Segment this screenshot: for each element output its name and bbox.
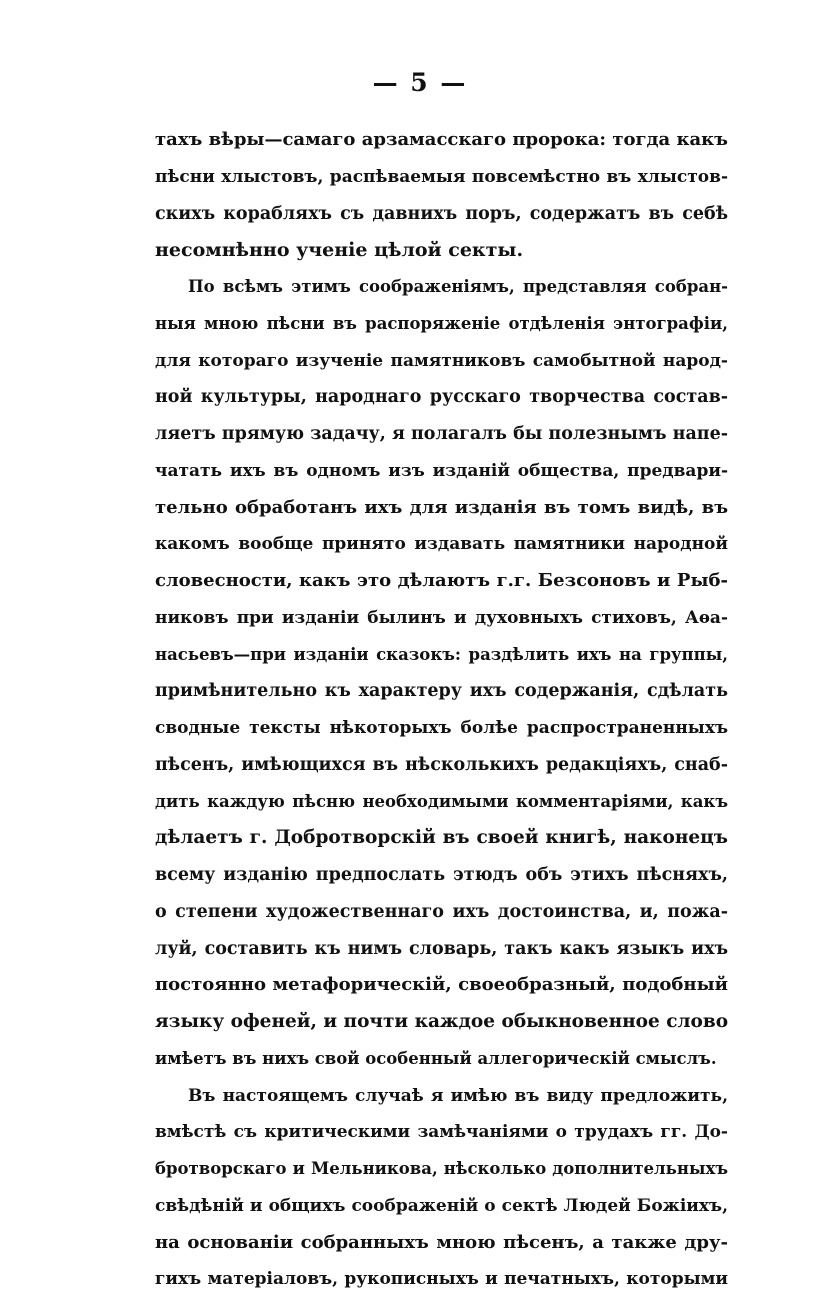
text-line: всему изданію предпослать этюдъ объ этихъ пѣсняхъ, — [155, 865, 728, 885]
text-line: имѣетъ въ нихъ свой особенный аллегорическій смыслъ. — [155, 1048, 717, 1068]
text-line: ляетъ прямую задачу, я полагалъ бы полезнымъ напе- — [155, 424, 728, 444]
text-line: какомъ вообще принято издавать памятники народной — [155, 534, 728, 555]
text-line: тахъ вѣры—самаго арзамасскаго пророка: тогда какъ — [155, 129, 728, 150]
text-line: По всѣмъ этимъ соображеніямъ, представляя собран- — [188, 277, 728, 296]
text-line: луй, составить къ нимъ словарь, такъ какъ языкъ ихъ — [155, 938, 728, 959]
text-line: языку офеней, и почти каждое обыкновенное слово — [155, 1011, 728, 1032]
text-line: на основаніи собранныхъ мною пѣсенъ, а также дру- — [155, 1231, 728, 1253]
text-line: пѣсни хлыстовъ, распѣваемыя повсемѣстно въ хлыстов- — [155, 166, 728, 187]
text-line: скихъ корабляхъ съ давнихъ поръ, содержатъ въ себѣ — [155, 203, 728, 224]
text-line: примѣнительно къ характеру ихъ содержанія, сдѣлать — [155, 681, 728, 702]
text-line: гихъ матеріаловъ, рукописныхъ и печатныхъ, которыми — [155, 1269, 728, 1290]
text-line: дить каждую пѣсню необходимыми комментаріями, какъ — [155, 791, 728, 811]
body-text — [155, 122, 728, 1298]
text-line: никовъ при изданіи былинъ и духовныхъ стиховъ, Аѳа- — [155, 607, 728, 628]
text-line: дѣлаетъ г. Добротворскій въ своей книгѣ, наконецъ — [155, 827, 728, 849]
text-line: вмѣстѣ съ критическими замѣчаніями о трудахъ гг. До- — [155, 1122, 728, 1143]
text-line: ной культуры, народнаго русскаго творчества состав- — [155, 387, 728, 408]
text-line: несомнѣнно ученіе цѣлой секты. — [155, 239, 524, 262]
text-line: пѣсенъ, имѣющихся въ нѣсколькихъ редакціяхъ, снаб- — [155, 754, 728, 775]
text-line: о степени художественнаго ихъ достоинства, и, пожа- — [155, 901, 728, 922]
text-line: постоянно метафорическій, своеобразный, подобный — [155, 974, 728, 996]
text-line: ныя мною пѣсни въ распоряженіе отдѣленія энтографіи, — [155, 313, 728, 333]
text-line: свѣдѣній и общихъ соображеній о сектѣ Людей Божіихъ, — [155, 1195, 728, 1216]
page-number: — 5 — — [372, 68, 468, 97]
text-line: тельно обработанъ ихъ для изданія въ томъ видѣ, въ — [155, 496, 728, 518]
text-line: чатать ихъ въ одномъ изъ изданій общества, предвари- — [155, 460, 728, 481]
text-line: Въ настоящемъ случаѣ я имѣю въ виду предложить, — [188, 1085, 728, 1106]
text-line: для котораго изученіе памятниковъ самобытной народ- — [155, 350, 728, 371]
text-line: словесности, какъ это дѣлаютъ г.г. Безсоновъ и Рыб- — [155, 570, 728, 591]
text-line: насьевъ—при изданіи сказокъ: раздѣлить ихъ на группы, — [155, 644, 728, 664]
text-line: бротворскаго и Мельникова, нѣсколько дополнительныхъ — [155, 1159, 728, 1178]
text-line: сводные тексты нѣкоторыхъ болѣе распространенныхъ — [155, 718, 728, 738]
